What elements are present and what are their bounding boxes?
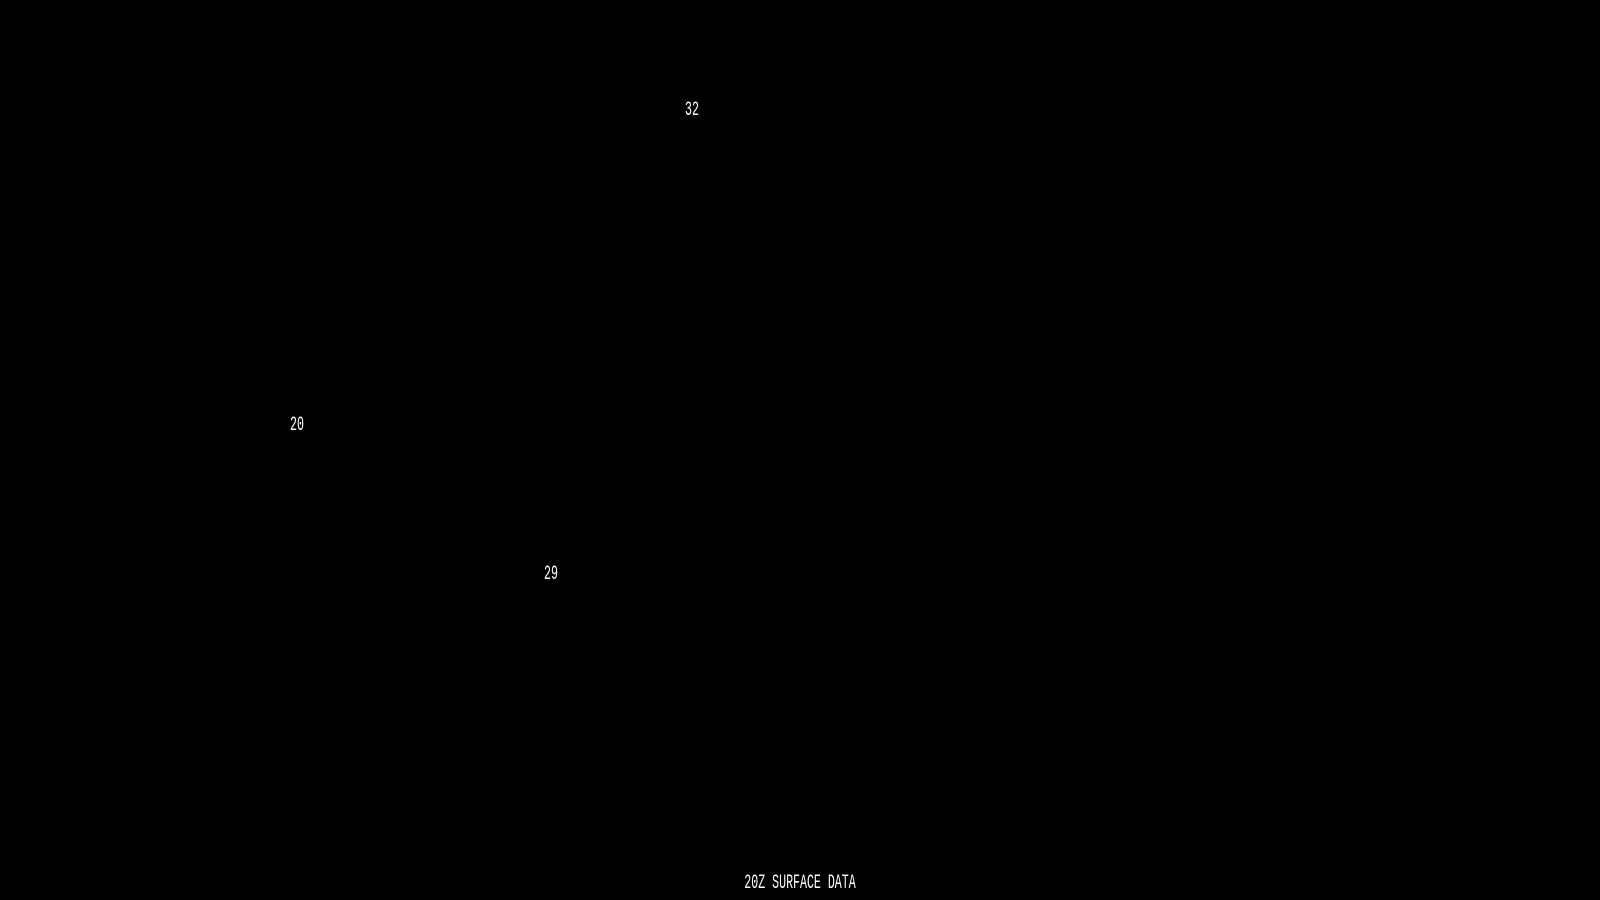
station-value-label: 29 bbox=[544, 563, 558, 586]
plot-title: 20Z SURFACE DATA bbox=[744, 872, 856, 895]
station-value-label: 20 bbox=[290, 414, 304, 437]
station-value-label: 32 bbox=[685, 99, 699, 122]
